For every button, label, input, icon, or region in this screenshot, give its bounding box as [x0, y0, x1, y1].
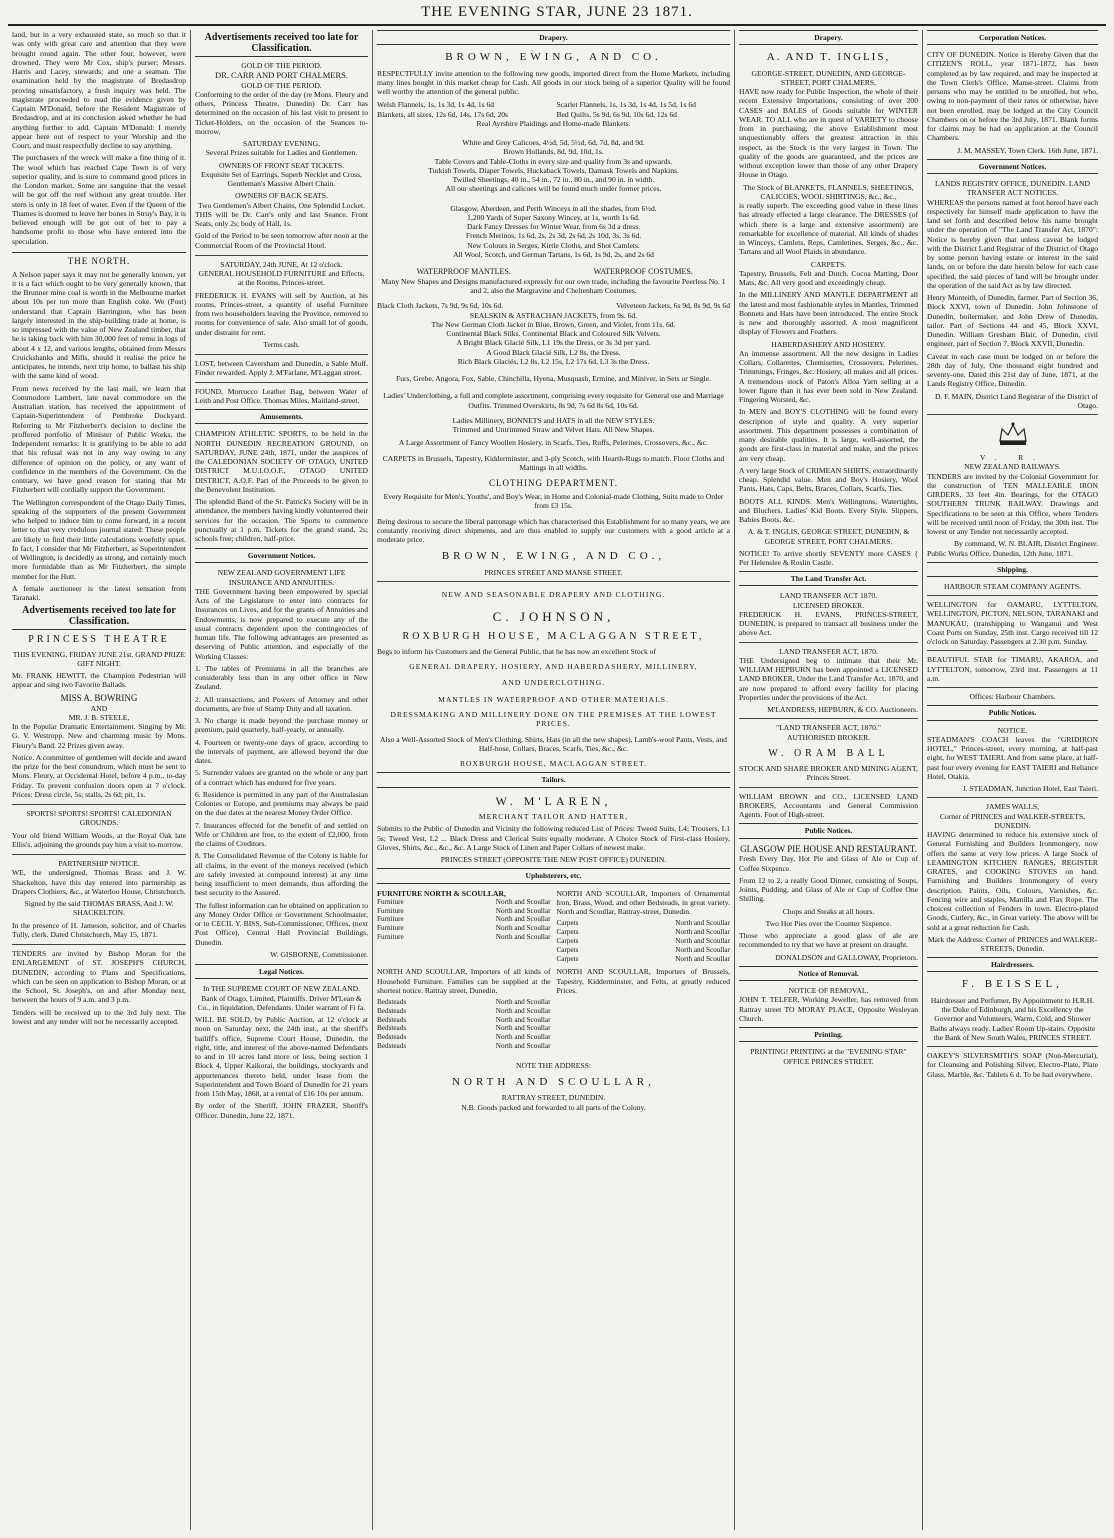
ns-brussels-block [557, 967, 731, 1050]
partnership-date: In the presence of H. Jameson, solicitor, and of Charles Tully, clerk. Dated Christchurch, May 15, 1871. [12, 920, 186, 939]
back-seat-text: Two Gentlemen's Albert Chains, One Splendid Locket. [197, 200, 366, 210]
tenders-text-2: Tenders will be received up to the 3rd July next. The lowest and any tender will not be necessarily accepted. [12, 1007, 186, 1026]
steadman-signature: J. STEADMAN, Junction Hotel, East Taieri. [962, 784, 1098, 794]
tailors-heading: Tailors. [377, 772, 730, 787]
divider [927, 1046, 1098, 1047]
johnson-line-3: MANTLES IN WATERPROOF AND OTHER MATERIALS. [438, 694, 669, 704]
princess-title: PRINCESS THEATRE [28, 634, 170, 646]
brown-ewing-firm: BROWN, EWING, AND CO. [445, 51, 662, 64]
ns-furniture-block [377, 889, 551, 964]
crest-letters: V. R. [979, 453, 1046, 463]
north-scoullar-grid-2 [377, 967, 730, 1050]
princess-line-4: AND [90, 703, 108, 713]
gold-period-ad [195, 61, 368, 250]
court-signature: By order of the Sheriff, JOHN FRAZER, Sheriff's Officer. Dunedin, June 22, 1871. [195, 1101, 368, 1120]
tenders-ad [12, 949, 186, 1026]
amusements-heading: Amusements. [195, 409, 368, 424]
column-2 [191, 30, 373, 1530]
walls-text: HAVING determined to reduce his extensive stock of General Furnishing and Builders Ironmongery, now offers the same at very low prices. A large Stock of LEAMINGTON KITCHEN RANGES, REGISTER GRATES, and COOKING STOVES on hand. Furnishing and Builders Ironmongery of every description. Paints, Oils, Colours, Varnishes, &c. Fencing wire and staples, Manilla and Flax Rope. The choicest collection of Fenders in town. Electro-plated Goods, Cutlery, &c., in Great variety. The above will be sold at a great reduction for Cash. [927, 830, 1098, 932]
brown-co-text: WILLIAM BROWN and CO., LICENSED LAND BROKERS, Accountants and General Commission Agents. Foot of High-street. [739, 791, 918, 820]
ns-carpets-list [557, 919, 731, 963]
royal-crest [927, 419, 1098, 449]
lta-heading-2: LAND TRANSFER ACT, 1870. [779, 646, 878, 656]
upholsterers-heading: Upholsterers, etc. [377, 868, 730, 883]
list-item: Furniture North and Scoullar [377, 924, 551, 933]
lands-caveat: Caveat in each case must be lodged on or before the 28th day of July, One thousand eight hundred and seventy-one. Dated this 21st day of June, 1871, at the Lands Registry Office, Dunedin. [927, 351, 1098, 389]
hepburn-signature: M'LANDRESS, HEPBURN, & CO. Auctioneers. [767, 705, 918, 715]
haberdashery-text: An immense assortment. All the new designs in Ladies Collars, Collarettes, Chemisettes, Crossovers, Pelerines, Trimmings, Fringes, &c. Hosiery, all makes and all prices. A tremendous stock of Paton's Alloa Yarn selling at a lower figure than it has ever been sold in New Zealand. Fingering Worsted, &c. [739, 348, 918, 405]
lta-heading-3: "LAND TRANSFER ACT, 1870." [776, 723, 881, 733]
partnership-heading: PARTNERSHIP NOTICE. [58, 859, 140, 869]
crown-icon [994, 419, 1032, 449]
late-ads-heading: Advertisements received too late for Classification. [12, 605, 186, 630]
divider [195, 382, 368, 383]
list-item: Carpets North and Scoullar [556, 945, 730, 954]
princess-line-6: In the Popular Dramatic Entertainment. Singing by Mr. G. V. Westropp. New and charming music by Mons. Fleury's Band. 22 Prizes given away. [12, 722, 186, 750]
divider [739, 642, 918, 643]
flannels-left: Welsh Flannels, 1s, 1s 3d, 1s 4d, 1s 6d Blankets, all sizes, 12s 6d, 14s, 17s 6d, 20s [377, 100, 508, 119]
flannels-tail: Real Ayrshire Plaidings and Home-made Blankets. [476, 118, 631, 128]
steadman-heading: NOTICE. [997, 725, 1028, 735]
sports-text: Your old friend William Woods, at the Royal Oak late Ellis's, adjoining the grounds pay him a visit to-morrow. [12, 830, 186, 849]
list-item: Carpets North and Scoullar [556, 936, 730, 945]
carpets-heading: CARPETS. [810, 259, 847, 269]
mlaren-text: Submits to the Public of Dunedin and Vicinity the following reduced List of Prices: Tweed Suits, L4; Trousers, L1 5s; Tweed Vest, L2 ... Black Dress and Clerical Suits equally moderate. A Choice Stock of First-class Hosiery, Gloves, Shirts, &c., &c., &c. A Large Stock of Linen and Paper Collars of newest make. [377, 824, 730, 852]
beautiful-star-text: BEAUTIFUL STAR for TIMARU, AKAROA, and LYTTELTON, tomorrow, 23rd inst. Passengers at 11 a.m. [927, 655, 1098, 683]
list-item: 4. Fourteen or twenty-one days of grace, according to the intervals of payment, are allowed beyond the due dates. [195, 737, 368, 766]
wreck-article-2: The purchasers of the wreck will make a fine thing of it. The wool which has reached Cape Town is of very superior quality, and is sure to command good prices in the London market. Some are sanguine that the vessel will be got off the reef without any great trouble. Her stern is only in 18 feet of water. Even if the Queen of the Thames is doomed to leave her bones in Struy's Bay, it is believed enough will be got out of her to pay a handsome profit to those who have entered into the speculation. [12, 153, 186, 246]
corporation-heading: Corporation Notices. [927, 30, 1098, 45]
divider [927, 414, 1098, 415]
furs-text: Furs, Grebe, Angora, Fox, Sable, Chinchilla, Hyena, Musquash, Ermine, and Miniver, in Sets or Single. [395, 374, 711, 384]
ball-text: STOCK AND SHARE BROKER AND MINING AGENT, Princes Street. [739, 764, 918, 783]
list-item: Furniture North and Scoullar [377, 933, 551, 941]
back-seat-heading: OWNERS OF BACK SEATS. [235, 191, 328, 201]
mlaren-address: PRINCES STREET (OPPOSITE THE NEW POST OFFICE) DUNEDIN. [440, 855, 667, 865]
columns [8, 30, 1106, 1530]
thanks-text: Being desirous to secure the liberal patronage which has characterised this Establishment for so many years, we are constantly receiving direct shipments, and are thus enabled to supply our customers with a good article at a moderate price. [377, 516, 730, 545]
public-notices-heading: Public Notices. [927, 705, 1098, 720]
divider [739, 787, 918, 788]
saturday-prizes: Several Prizes suitable for Ladies and Gentlemen. [205, 148, 358, 158]
brown-ewing-address: PRINCES STREET AND MANSE STREET. [484, 567, 623, 577]
johnson-name: C. JOHNSON, [492, 609, 615, 625]
johnson-line-4: DRESSMAKING AND MILLINERY DONE ON THE PREMISES AT THE LOWEST PRICES. [390, 710, 717, 729]
oakey-text: OAKEY'S SILVERSMITH'S SOAP (Non-Mercurial), for Cleansing and Polishing Silver, Electro-Plate, Plate Glass, Marble, &c. Tablets 6 d. To be had everywhere. [927, 1051, 1098, 1079]
mlaren-name: W. M'LAREN, [495, 793, 612, 808]
johnson-text: Begs to inform his Customers and the General Public, that he has now an excellent Stock of [377, 647, 657, 657]
list-item: 2. All transactions, and Powers of Attorney and other documents, are free of Stamp Duty and all taxation. [195, 694, 368, 713]
removal-heading: Notice of Removal. [739, 966, 918, 981]
column-3 [373, 30, 735, 1530]
gisborne-signature: W. GISBORNE, Commissioner. [270, 949, 368, 959]
steadman-text: STEADMAN'S COACH leaves the "GRIDIRON HOTEL," Princes-street, every morning, at half-past eight, for WEST TAIERI. And from same place, at half-past four every evening for EAST TAIERI and Reliance Hotel, Otakia. [927, 734, 1098, 781]
champion-text-2: The splendid Band of the St. Patrick's Society will be in attendance, the members having kindly volunteered their services for the occasion. The Sports to commence punctually at 1 p.m. Tickets for the grand stand, 2s; schools free; children, half-price. [195, 497, 368, 543]
life-insurance-heading: NEW ZEALAND GOVERNMENT LIFE INSURANCE AND ANNUITIES. [217, 568, 346, 587]
list-item: 5. Surrender values are granted on the whole or any part of a contract which has endured for five years. [195, 768, 368, 787]
hosiery-text: A Large Assortment of Fancy Woollen Hosiery, in Scarfs, Ties, Ruffs, Pelerines, Crossovers, &c., &c. [398, 438, 709, 448]
corporation-signature: J. M. MASSEY, Town Clerk. 16th June, 1871. [957, 145, 1098, 155]
lta-heading-1: LAND TRANSFER ACT 1870. [779, 591, 878, 601]
brown-ewing-intro: RESPECTFULLY invite attention to the following new goods, imported direct from the Home Markets, including many lines bought in this market cheap for Cash. All goods in our stock being of a superior Quality will be found well worthy the attention of the general public. [377, 68, 730, 97]
ball-name: W. ORAM BALL [768, 747, 889, 759]
legal-notices-heading: Legal Notices. [195, 964, 368, 979]
haberdashery-heading: HABERDASHERY AND HOSIERY. [771, 339, 886, 349]
divider [377, 581, 730, 582]
north-scoullar-grid-1 [377, 889, 730, 964]
johnson-line-5: Also a Well-Assorted Stock of Men's Clothing, Shirts, Hats (in all the new shapes), Lamb's-wool Pants, Vests, and Half-hose, Collars, Braces, Scarfs, Ties, &c., &c. [380, 734, 727, 753]
mantles-row [377, 267, 730, 277]
mantles-left: WATERPROOF MANTLES. [416, 267, 511, 277]
ns-family-block [377, 967, 551, 1050]
list-item: Bedsteads North and Scoullar [377, 1024, 551, 1033]
inglis-text: HAVE now ready for Public Inspection, the whole of their recent Extensive Importations, consisting of over 200 CASES and BALES of Goods suitable for WINTER WEAR. TO ALL who are in quest of VARIETY to choose from in purchasing, the above Establishment most unquestionably offers the greatest attraction in this respect, as the Stock is the very largest in Town. The quality of the goods are guaranteed, and the prices are without exception lower than those of any other Drapery House in Otago. [739, 87, 918, 180]
wellington-text: WELLINGTON for OAMARU, LYTTELTON, WELLINGTON, PICTON, NELSON, TARANAKI and MANUKAU, (transhipping to Wanganui and West Coast Ports on Sunday, 25th inst. Cargo received till 12 o'clock on Saturday. Passengers at 2.30 p.m. Sunday. [927, 600, 1098, 647]
railways-date: Public Works Office, Dunedin, 12th June, 1871. [927, 548, 1073, 558]
court-text-2: WILL BE SOLD, by Public Auction, at 12 o'clock at noon on Saturday next, the 24th inst., at the sheriff's bailiff's office, Supreme Court House, Dunedin, the right, title, and interest of the above-named Defendants to and in 10 acres land more or less, being section 1 Block 4, Upper Kaikorai, the buildings, stockyards and appurtenances thereto held, under lease from the Superintendent and Town Board of Dunedin for 21 years from 15th May, 1868, at a rental of £16 10s per annum. [195, 1015, 368, 1099]
gold-heading: GOLD OF THE PERIOD. [241, 61, 322, 70]
list-item: 6. Residence is permitted in any part of the Australasian Colonies or Europe, and premiums may always be paid on the due dates at the nearest Money Order Office. [195, 789, 368, 818]
carpets-text: CARPETS in Brussels, Tapestry, Kidderminster, and 3-ply Scotch, with Hearth-Rugs to match. Floor Cloths and Mattings in all widths. [382, 453, 725, 472]
back-seat-text-2: THIS will be Dr. Carr's only and last Seance. Front Seats, only 2s; body of Hall, 1s. [195, 209, 368, 229]
partnership-ad [12, 859, 186, 939]
princess-line-5: MR. J. B. STEELE, [68, 712, 130, 722]
ns-bedsteads-list [377, 998, 551, 1051]
ns-firm: NORTH AND SCOULLAR, [452, 1075, 655, 1088]
divider [927, 595, 1098, 596]
list-item: 8. The Consolidated Revenue of the Colony is liable for all claims, in the event of the moneys received (which are safely invested at compound interest) at any time being insufficient to meet demands, thus affording the best security to the Assured. [195, 851, 368, 898]
divider [927, 797, 1098, 798]
princess-line-7: Notice. A committee of gentlemen will decide and award the prize for the best conundrum, which must be sent to Mons. Fleury, at Occidental Hotel, before 4 p.m., to-day Friday. To prevent confusion doors open at 7 o'clock. Prices: Dress circle, 5s; stalls, 2s 6d; pit, 1s. [12, 752, 186, 799]
underclothing-text: Ladies' Underclothing, a full and complete assortment, comprising every requisite for General use and Marriage Outfits. Trimmed Overskirts, 8s 9d, 7s 6d 8s 6d, 10s 6d. [383, 391, 724, 410]
land-transfer-heading: The Land Transfer Act. [739, 571, 918, 586]
gold-text-2: Gold of the Period to be seen tomorrow after noon at the Commercial Room of the Provincial Hotel. [195, 231, 368, 250]
list-item: Bedsteads North and Scoullar [377, 1006, 551, 1015]
beissel-text: Hairdresser and Perfumer, By Appointment to H.R.H. the Duke of Edinburgh, and his Excellency the Governor and Volunteers, Warm, Cold, and Shower Baths always ready. Ladies' Room Up-stairs. Opposite the Bank of New South Wales, PRINCES STREET. [929, 995, 1096, 1042]
list-item: Furniture North and Scoullar [377, 906, 551, 915]
hepburn-text: THE Undersigned beg to intimate that their Mr. WILLIAM HEPBURN has been appointed a LICENSED LAND BROKER, Under the Land Transfer Act, 1870, and are now prepared to afford every facility for placing Properties under the provisions of the Act. [739, 655, 918, 702]
inglis-address: GEORGE-STREET, DUNEDIN, AND GEORGE-STREET, PORT CHALMERS, [751, 68, 906, 87]
glasgow-text-2: From 12 to 2, a really Good Dinner, consisting of Soups, Joints, Pudding, and Glass of Ale or Cup of Coffee One Shilling. [739, 875, 918, 904]
sealskin-heading: SEALSKIN & ASTRACHAN JACKETS, from 9s. 6d. [469, 310, 638, 320]
offices-text: Offices: Harbour Chambers. [969, 692, 1056, 702]
walls-sub: Corner of PRINCES and WALKER-STREETS, DUNEDIN. [939, 811, 1086, 830]
arrival-notice: NOTICE! To arrive shortly SEVENTY more CASES { Per Helenslee & Roslin Castle. [739, 548, 918, 568]
sports-ad [12, 809, 186, 849]
glasgow-text: Fresh Every Day, Hot Pie and Glass of Ale or Cup of Coffee Sixpence. [739, 854, 918, 873]
walls-heading: JAMES WALLS, [985, 802, 1040, 812]
list-item: Bedsteads North and Scoullar [377, 1015, 551, 1024]
ns-iron-block [557, 889, 731, 964]
life-insurance-ad [195, 568, 368, 959]
flannels-row [377, 100, 730, 119]
life-insurance-list [195, 664, 368, 898]
mlaren-sub: MERCHANT TAILOR AND HATTER, [478, 812, 629, 822]
lands-names: Henry Monteith, of Dunedin, farmer. Part of Section 36, Block XXVI, town of Dunedin. John Johnstone of Dunedin, boilermaker, and John Drew of Dunedin, tailor. Part of Sections 44 and 45, Block XXVI, Dunedin. William Gresham Blair, of Dunedin, civil engineer, part of Section 7, Block XXVII, Dunedin. [927, 293, 1098, 349]
list-item: 7. Insurances effected for the benefit of and settled on Wife or Children are free, to the extent of £2,000, from the claims of Creditors. [195, 820, 368, 849]
drapery-heading: Drapery. [377, 30, 730, 45]
shipping-heading: Shipping. [927, 562, 1098, 577]
list-item: Carpets North and Scoullar [556, 954, 730, 963]
life-insurance-more: The fullest information can be obtained on application to any Money Order Office or Government Schoolmaster, or to CECIL Y. BISS, Sub-Commissioner, Offices, (next Post Office), Central Hall Provincial Buildings, Dunedin. [195, 900, 368, 947]
boots-text: BOOTS ALL KINDS. Men's Wellingtons, Watertights, and Bluchers. Ladies' Kid Boots. Every Style. Slippers, Babies Boots, &c. [739, 496, 918, 525]
sealskin-text: The New German Cloth Jacket in Blue, Brown, Green, and Violet, from 11s. 6d. Continental Black Silks. Continental Black and Coloured Silk Velvets. A Bright Black Glacié Silk, L1 19s the Dress, or 3s 3d per yard. A Good Black Glacié Silk, L2 8s, the Dress. Rich Black Glaciés, L2 8s, L2 15s, L2 17s 6d, L3 3s the Dress. [431, 319, 676, 366]
johnson-line-1: GENERAL DRAPERY, HOSIERY, AND HABERDASHERY, MILLINERY, [409, 662, 698, 672]
ns-furniture-heading: FURNITURE NORTH & SCOULLAR, [377, 888, 506, 898]
partnership-text: WE, the undersigned, Thomas Brass and J. W. Shackelton, have this day entered into partnership as Drapers Clothiers, &c., at Waterloo House, Christchurch. [12, 868, 186, 896]
north-article-3: The Wellington correspondent of the Otago Daily Times, speaking of the supporters of the present Government who helped to induce him to come forward, in a recent letter to that very credulous journal stated: These people are likely to find their little calculations woefully upset. In fact, I consider that Mr Fitzherbert, as Superintendent of Wellington, is decidedly as strong, and certainly much more formidable than as Mr Fitzherbert, the simple member for the Hutt. [12, 497, 186, 581]
court-text: Bank of Otago, Limited, Plaintiffs. Driver M'Lean & Co., in liquidation, Defendants. Under warrant of Fi fa. [197, 993, 366, 1012]
calicoes-block: White and Grey Calicoes, 4½d, 5d, 5½d, 6d, 7d, 8d, and 9d. Brown Hollands, 8d, 9d, 10d, 1s. Table Covers and Table-Cloths in every size and quality from 3s and upwards. Turkish Towels, Diaper Towels, Huckaback Towels, Damask Towels and Napkins. Twilled Sheetings, 40 in., 54 in., 72 in., 80 in., and 90 in. in width. All our sheetings and calicoes will be found much under former prices. [428, 138, 679, 194]
champion-text: CHAMPION ATHLETIC SPORTS, to be held in the NORTH DUNEDIN RECREATION GROUND, on SATURDAY, JUNE 24th, 1871, under the auspices of the CALEDONIAN SOCIETY OF OTAGO, UNITED DISTRICT M.U.I.O.O.F., OTAGO UNITED DISTRICT, A.O.F. Part of the Proceeds to be given to the Benevolent Institution. [195, 429, 368, 494]
list-item: Bedsteads North and Scoullar [377, 1041, 551, 1050]
boys-clothing-text: In MEN and BOY'S CLOTHING will be found every description of style and quality. A very superior assortment. This department possesses a combination of many desirable qualities. It is large, well-assorted, the goods are first-class in material and make, and the prices are very cheap. [739, 407, 918, 463]
brown-ewing-firm-2: BROWN, EWING, AND CO., [441, 550, 666, 563]
list-item: 1. The tables of Premiums in all the branches are considerably less than in any other office in New Zealand. [195, 663, 368, 692]
hairdressers-heading: Hairdressers. [927, 957, 1098, 972]
printing-text: PRINTING! PRINTING at the "EVENING STAR" OFFICE PRINCES STREET. [750, 1047, 907, 1066]
printing-heading: Printing. [739, 1027, 918, 1042]
mantles-right: WATERPROOF COSTUMES. [593, 267, 693, 277]
glasgow-text-5: Those who appreciate a good glass of ale are recommended to try that we have at present on draught. [739, 931, 918, 950]
saturday-evening: SATURDAY EVENING, [242, 139, 321, 149]
divider [12, 944, 186, 945]
ns-nb: N.B. Goods packed and forwarded to all parts of the Colony. [461, 1102, 646, 1112]
partnership-signature: Signed by the said THOMAS BRASS, And J. W. SHACKELTON. [24, 899, 174, 918]
removal-sub: NOTICE OF REMOVAL. [788, 986, 869, 996]
princess-theatre-ad [12, 634, 186, 799]
stock-text: is really superb. The exceeding good value in these lines has already effected a large clearance. The DRESSES (of which there is a large and extensive assortment) are remarkable for excellence of material. All kinds of shades in Winceys, Camlets, Reps, Camletines, Serges, &c., &c. Tartans and all Wool Plaids in abundance. [739, 201, 918, 257]
flannels-right: Scarlet Flannels, 1s, 1s 3d, 1s 4d, 1s 5d, 1s 6d Bed Quilts, 5s 9d, 6s 9d, 10s 6d, 12s 6d [556, 100, 696, 119]
front-seat-text: Exquisite Set of Earrings, Superb Necklet and Cross, Gentleman's Massive Albert Chain. [201, 169, 362, 189]
evans-text: FREDERICK H. EVANS will sell by Auction, at his rooms, Princes-street, a quantity of useful Furniture from two householders leaving the Province, removed to rooms for convenience of sale. Also small lot of goods, under distraint for rent. [195, 290, 368, 337]
winceys-block: Glasgow, Aberdeen, and Perth Winceys in all the shades, from 6½d. 1,200 Yards of Super Saxony Wincey, at 1s, worth 1s 6d. Dark Fancy Dresses for Winter Wear, from 6s 3d a dress. French Merinos, 1s 6d, 2s, 2s 3d, 2s 6d, 2s 10d, 3s, 3s 6d. New Colours in Serges, Kirtle Cloths, and Shot Camlets. All Wool, Scotch, and German Tartans, 1s 6d, 1s 9d, 2s, and 2s 6d [450, 203, 657, 259]
life-insurance-text: THE Government having been empowered by special Acts of the Legislature to enter into contracts for Insurances on Lives, and for the grants of Annuities and Endowments, is now prepared to execute any of the usual contracts dependent upon the contingencies of human life. The following advantages are presented as deserving of Public attention, and especially of the Working Classes: [195, 586, 368, 661]
glasgow-heading: GLASGOW PIE HOUSE AND RESTAURANT. [740, 843, 917, 854]
list-item: Bedsteads North and Scoullar [377, 998, 551, 1007]
north-article-2: From news received by the last mail, we learn that Commodore Lambert, late naval commodore on the Australian station, has received the appointment of Captain-Superintendent of Pembroke Dockyard. Referring to Mr Fitzherbert's decision to decline the proffered portfolio of Minister of Public Works, the Independent remarks: It is gratifying to be able to add that his refusal was not in any way owing to any difference of opinion on the policy, or any want of confidence in the members of the Government. On the contrary, we have good reason for stating that Mr Fitzherbert will cordially support the Government. [12, 383, 186, 495]
lta-heading-1b: LICENSED BROKER. [792, 600, 865, 610]
found-ad: FOUND, Morrocco Leather Bag, between Water of Leith and Post Office. Thomas Miles, Maitland-street. [195, 386, 368, 405]
inglis-firm: A. AND T. INGLIS, [766, 51, 891, 64]
late-ads-heading: Advertisements received too late for Classification. [195, 32, 368, 57]
railways-text: TENDERS are invited by the Colonial Government for the construction of TEN MALLEABLE IRON GIRDERS, 33 feet 4in. Bearings, for the OTAGO SOUTHERN TRUNK RAILWAY. Drawings and Specifications to be seen at this Office, where Tenders will be received until noon of Friday, the 30th inst. The lowest or any Tender not necessarily accepted. [927, 471, 1098, 537]
divider [12, 854, 186, 855]
roxburgh-house: ROXBURGH HOUSE, MACLAGGAN STREET, [402, 631, 705, 643]
divider [12, 804, 186, 805]
north-heading: THE NORTH. [12, 252, 186, 267]
millinery-text: In the MILLINERY AND MANTLE DEPARTMENT all the latest and most fashionable styles in Mantles, Trimmed Bonnets and Hats have been introduced. The entire Stock is new and thoroughly assorted. A most magnificent display of Flowers and Feathers. [739, 290, 918, 337]
railways-signature: By command, W. N. BLAIR, District Engineer. [953, 539, 1098, 549]
harbour-heading: HARBOUR STEAM COMPANY AGENTS. [944, 581, 1081, 591]
divider [927, 687, 1098, 688]
ns-furniture-list [377, 898, 551, 942]
list-item: Bedsteads North and Scoullar [377, 1033, 551, 1042]
list-item: Carpets North and Scoullar [556, 928, 730, 937]
princess-line-1: THIS EVENING, FRIDAY JUNE 21st. GRAND PRIZE GIFT NIGHT. [12, 649, 186, 668]
lands-signature: D. F. MAIN, District Land Registrar of the District of Otago. [934, 391, 1098, 410]
terms: Terms cash. [263, 339, 300, 349]
johnson-line-2: AND UNDERCLOTHING. [501, 677, 606, 687]
divider [195, 354, 368, 355]
millinery-text: Ladies Millinery, BONNETS and HATS in all the NEW STYLES. Trimmed and Untrimmed Straw and Velvet Hats. All New Shapes. [452, 415, 655, 435]
inglis-signature: A. & T. INGLIS, GEORGE STREET, DUNEDIN, & GEORGE STREET, PORT CHALMERS. [747, 527, 910, 546]
telfer-text: JOHN T. TELFER, Working Jeweller, has removed from Rattray street TO MORAY PLACE, Opposite Wesleyan Church. [739, 995, 918, 1023]
mantles-text: Many New Shapes and Designs manufactured expressly for our own trade, including the favourite Peerless No. 1 and 2, also the Margravine and Cheltenham Costumes. [381, 276, 726, 296]
gold-sub-2: GOLD OF THE PERIOD. [241, 80, 322, 90]
ns-brussels-text: NORTH AND SCOULLAR, Importers of Brussels, Tapestry, Kidderminster, and Felts, at greatly reduced Prices. [556, 967, 730, 995]
jackets-right: Velveteen Jackets, 6s 9d, 8s 9d, 9s 6d [616, 301, 730, 311]
wreck-article: land, but in a very exhausted state, so much so that it was only with great care and attention that they were brought round again. The other four, however, were drowned. They were Mr Cox, ship's purser; Messrs. Harris and Lacey, stewards; and one a seaman. The examination held by the magistrate of Bredasdrop proving unsatisfactory, a fresh inquiry was held. The magistrate proceeded to read the evidence given by Captain M'Donald, before the Resident Magistrate of Bredasdrop, and at its conclusion asked whether he had anything further to add. Captain M'Donald: I merely appear here out of respect to your Worship and the Court, and must respectfully decline to say anything. [12, 30, 186, 150]
column-1 [8, 30, 191, 1530]
divider [739, 718, 918, 719]
railways-heading: NEW ZEALAND RAILWAYS. [964, 462, 1061, 472]
glasgow-text-4: Two Hot Pies over the Counter Sixpence. [765, 918, 892, 928]
government-notices-heading: Government Notices. [927, 159, 1098, 174]
list-item: Furniture North and Scoullar [377, 915, 551, 924]
divider [195, 255, 368, 256]
beissel-name: F. BEISSEL, [962, 978, 1063, 991]
list-item: Furniture North and Scoullar [377, 897, 551, 906]
ns-iron-text: NORTH AND SCOULLAR, Importers of Ornamental Iron, Brass, Wood, and other Bedsteads, in great variety. North and Scoullar, Rattray-street, Dunedin. [556, 888, 730, 917]
clothing-heading: CLOTHING DEPARTMENT. [489, 478, 618, 489]
jackets-left: Black Cloth Jackets, 7s 9d, 9s 6d, 10s 6d. [377, 301, 504, 311]
stock-of: The Stock of BLANKETS, FLANNELS, SHEETINGS, CALICOES, WOOL SHIRTINGS, &c., &c., [743, 182, 914, 201]
divider [927, 650, 1098, 651]
glasgow-text-3: Chops and Steaks at all hours. [782, 906, 875, 916]
note-address: NOTE THE ADDRESS: [516, 1060, 591, 1070]
lands-text: WHEREAS the persons named at foot hereof have each respectively for himself made application to have the land set forth and described below his name brought under the operation of "The Land Transfer Act, 1870": Notice is hereby given that unless caveat be lodged with the District Land Registrar of the District of Otago by some person having estate or interest in the said lands, on or before the date herein below for each case specified, the said pieces of land will be brought under the operation of the said Act as by law directed. [927, 197, 1098, 290]
glasgow-signature: DONALDSON and GALLOWAY, Proprietors. [775, 952, 918, 962]
new-season-heading: NEW AND SEASONABLE DRAPERY AND CLOTHING. [441, 589, 666, 599]
court-heading: In THE SUPREME COURT OF NEW ZEALAND. [202, 984, 361, 994]
saturday-date: SATURDAY, 24th JUNE, At 12 o'clock. [220, 259, 343, 269]
evans-lta-text: FREDERICK H. EVANS, PRINCES-STREET, DUNEDIN, is prepared to transact all business under the above Act. [739, 609, 918, 638]
authorised-broker: AUTHORISED BROKER. [786, 732, 871, 742]
list-item: 3. No charge is made beyond the purchase money or premium, paid quarterly, half-yearly, or annually. [195, 716, 368, 735]
furniture-heading: GENERAL HOUSEHOLD FURNITURE and Effects, at the Rooms, Princes-street. [198, 269, 365, 288]
walls-address: Mark the Address: Corner of PRINCES and WALKER-STREETS, Dunedin. [927, 934, 1098, 954]
north-article-4: A female auctioneer is the latest sensation from Taranaki. [12, 583, 186, 603]
column-5 [923, 30, 1102, 1530]
champion-sports-ad [195, 429, 368, 543]
jackets-row [377, 301, 730, 310]
lost-ad: LOST, between Caversham and Dunedin, a Sable Muff. Finder rewarded. Apply J. M'Farlane, M'Laggan street. [195, 359, 368, 378]
column-4 [735, 30, 923, 1530]
clothing-text: Every Requisite for Men's, Youths', and Boy's Wear, in Home and Colonial-made Clothing, Suits made to Order from £3 15s. [383, 492, 724, 511]
lands-heading: LANDS REGISTRY OFFICE, DUNEDIN. LAND TRANSFER ACT NOTICES. [935, 179, 1090, 198]
north-article-1: A Nelson paper says it may not be generally known, yet it is a fact which ought to be very generally known, that the Brunner mine coal is worth in the Melbourne market about 10s per ton more than English coke. We (Post) understand that Captain Harrington, who has been largely interested in the ship-building trade at home, is so impressed with the value of New Zealand timber, that he is taking back with him 30,000 feet of remu in logs of about 4 x 12, and various lengths, obtained from Messrs Cruickshanks and Mills, should it realise the price he anticipates, he intends, next trip home, to ballast his ship with the same kind of wood. [12, 269, 186, 381]
public-notices-heading: Public Notices. [739, 823, 918, 838]
front-seat-heading: OWNERS OF FRONT SEAT TICKETS. [218, 160, 345, 170]
carpets-text: Tapestry, Brussels, Felt and Dutch. Cocoa Matting, Door Mats, &c. All very good and exceedingly cheap. [739, 268, 918, 288]
johnson-address: ROXBURGH HOUSE, MACLAGGAN STREET. [459, 759, 648, 769]
corporation-text: CITY OF DUNEDIN. Notice is Hereby Given that the CITIZEN'S ROLL, year 1871-1872, has been completed as by law required, and may be inspected at the Town Clerk's Office, Manse-street. Claims from persons who may be entitled to be enrolled, but who, owing to non-payment of their rates or otherwise, have not been enrolled, may be lodged at the City Council Chambers on or before the 3rd July, 1871. Blank forms for claims may be had on application at the Council Chambers. [927, 50, 1098, 143]
gold-text: Conforming to the order of the day (re Mons. Fleury and others, Princess Theatre, Dunedin) Dr. Carr has determined on the occasion of his last visit to present to Ticket-Holders, on the occasion of the Seances to-morrow, [195, 89, 368, 136]
princess-line-3: MISS A. BOWRING [60, 692, 138, 703]
government-notices-heading: Government Notices. [195, 548, 368, 563]
supreme-court-ad [195, 984, 368, 1120]
ns-family-text: NORTH AND SCOULLAR, Importers of all kinds of Household Furniture. Families can be supplied at the shortest notice. Rattray street, Dunedin. [377, 967, 551, 995]
gold-sub: DR. CARR AND PORT CHALMERS. [215, 70, 348, 81]
list-item: Carpets North and Scoullar [556, 919, 730, 928]
princess-line-2: Mr. FRANK HEWITT, the Champion Pedestrian will appear and sing two Favorite Ballads. [12, 671, 186, 690]
sports-title: SPORTS! SPORTS! SPORTS! CALEDONIAN GROUNDS. [26, 809, 172, 828]
auction-ad [195, 260, 368, 349]
masthead: THE EVENING STAR, JUNE 23 1871. [8, 4, 1106, 26]
ns-street: RATTRAY STREET, DUNEDIN. [501, 1093, 606, 1103]
crimean-text: A very large Stock of CRIMEAN SHIRTS, extraordinarily cheap. Splendid value. Men and Boy's Hosiery, Wool Pants, Hats, Caps, Belts, Braces, Collars, Scarfs, Ties. [739, 465, 918, 494]
drapery-heading: Drapery. [739, 30, 918, 45]
tenders-text: TENDERS are invited by Bishop Moran for the ENLARGEMENT of ST. JOSEPH'S CHURCH, DUNEDIN, according to Plans and Specifications, which can be seen on application to Bishop Moran, or at the School, St. Joseph's, on and after Monday next, between the hours of 9 a.m. and 3 p.m. [12, 949, 186, 1005]
